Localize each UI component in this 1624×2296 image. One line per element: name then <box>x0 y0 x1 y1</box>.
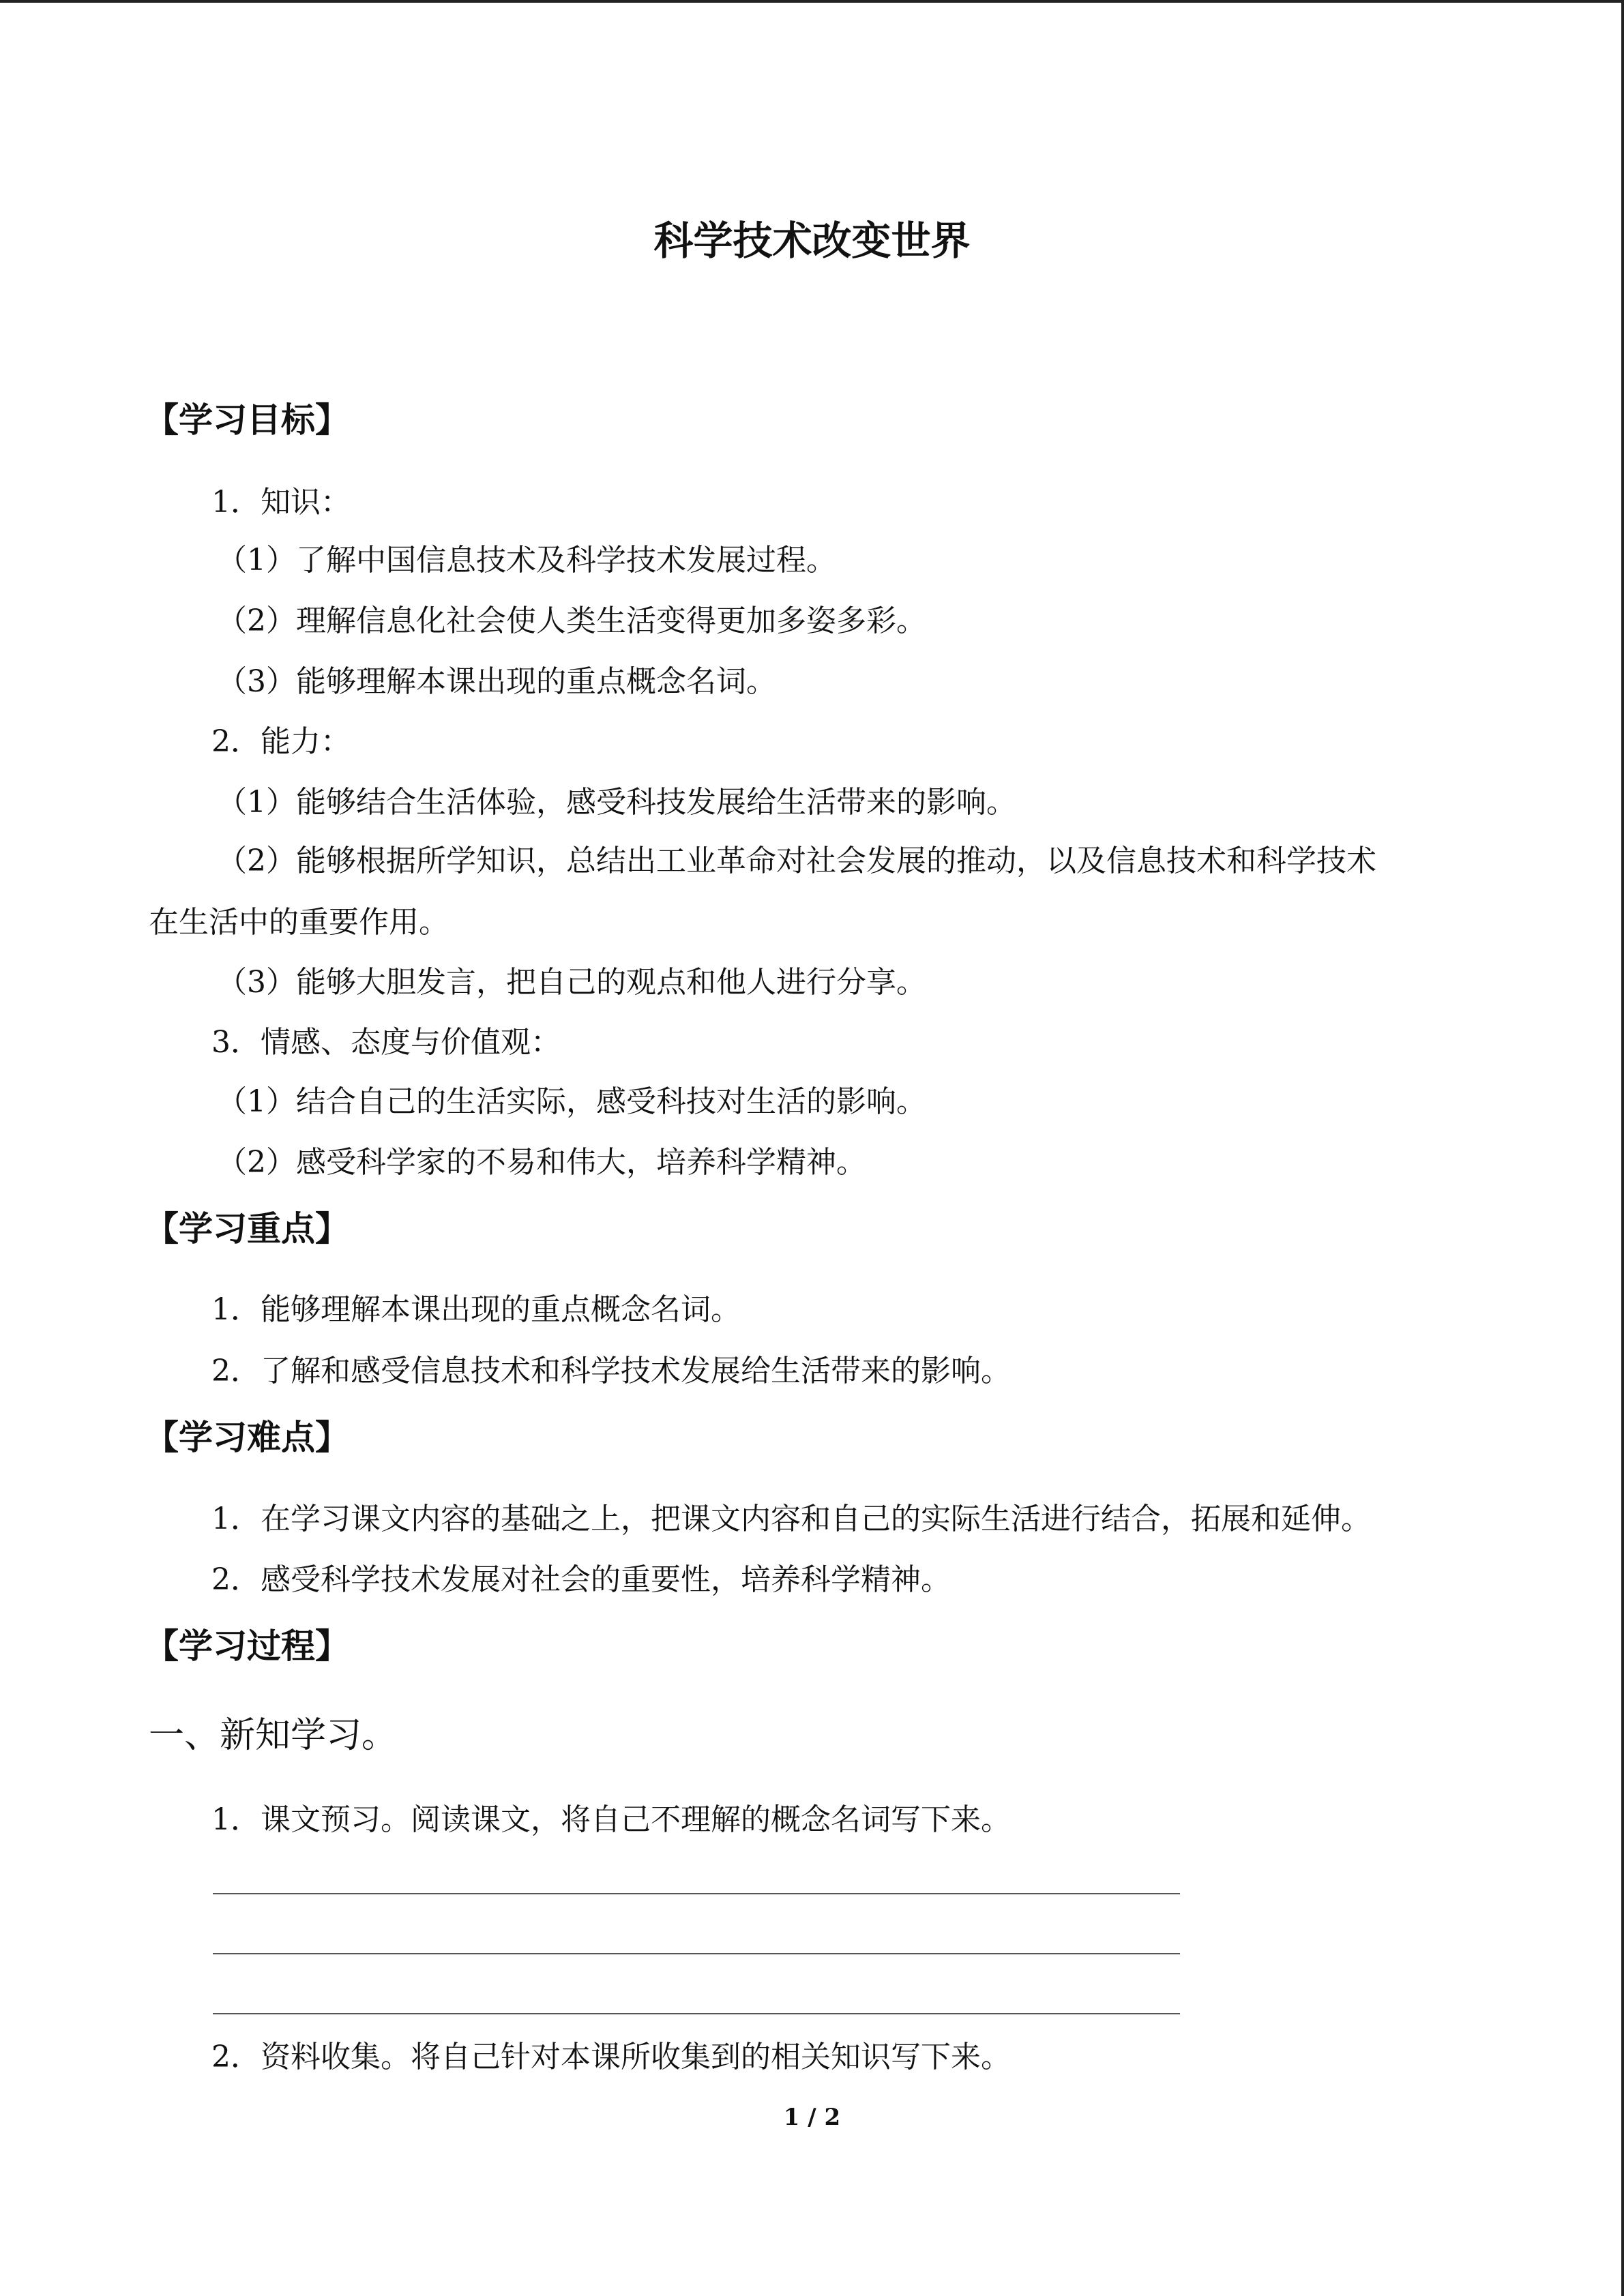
difficulty-item: 1．在学习课文内容的基础之上，把课文内容和自己的实际生活进行结合，拓展和延伸。 <box>211 1502 1371 1536</box>
section-heading-difficulties: 【学习难点】 <box>145 1417 349 1457</box>
answer-blank-line[interactable] <box>213 2013 1180 2014</box>
process-part-heading: 一、新知学习。 <box>149 1715 398 1756</box>
process-task-collection: 2．资料收集。将自己针对本课所收集到的相关知识写下来。 <box>211 2040 1011 2074</box>
page-top-border <box>0 0 1624 3</box>
document-title: 科学技术改变世界 <box>653 218 971 264</box>
difficulty-item: 2．感受科学技术发展对社会的重要性，培养科学精神。 <box>211 1562 951 1597</box>
section-heading-objectives: 【学习目标】 <box>145 400 349 440</box>
objective-emotion-label: 3．情感、态度与价值观： <box>211 1025 561 1060</box>
objective-knowledge-item: （1）了解中国信息技术及科学技术发展过程。 <box>217 543 836 578</box>
objective-ability-item: （1）能够结合生活体验，感受科技发展给生活带来的影响。 <box>217 785 1016 820</box>
answer-blank-line[interactable] <box>213 1893 1180 1894</box>
objective-knowledge-item: （3）能够理解本课出现的重点概念名词。 <box>217 664 776 699</box>
objective-ability-item: （3）能够大胆发言，把自己的观点和他人进行分享。 <box>217 965 926 1000</box>
objective-ability-label: 2．能力： <box>211 724 351 759</box>
objective-ability-item: （2）能够根据所学知识，总结出工业革命对社会发展的推动，以及信息技术和科学技术 <box>217 844 1376 878</box>
page-number: 1 / 2 <box>783 2104 841 2131</box>
process-task-preview: 1．课文预习。阅读课文，将自己不理解的概念名词写下来。 <box>211 1802 1011 1837</box>
objective-ability-item-continued: 在生活中的重要作用。 <box>149 905 449 940</box>
objective-knowledge-label: 1．知识： <box>211 485 351 520</box>
objective-emotion-item: （2）感受科学家的不易和伟大，培养科学精神。 <box>217 1145 866 1180</box>
section-heading-key-points: 【学习重点】 <box>145 1208 349 1249</box>
page-right-border <box>1621 0 1624 2296</box>
answer-blank-line[interactable] <box>213 1953 1180 1954</box>
key-point-item: 1．能够理解本课出现的重点概念名词。 <box>211 1292 741 1327</box>
objective-knowledge-item: （2）理解信息化社会使人类生活变得更加多姿多彩。 <box>217 603 926 638</box>
section-heading-process: 【学习过程】 <box>145 1626 349 1666</box>
key-point-item: 2．了解和感受信息技术和科学技术发展给生活带来的影响。 <box>211 1354 1011 1388</box>
objective-emotion-item: （1）结合自己的生活实际，感受科技对生活的影响。 <box>217 1084 926 1119</box>
